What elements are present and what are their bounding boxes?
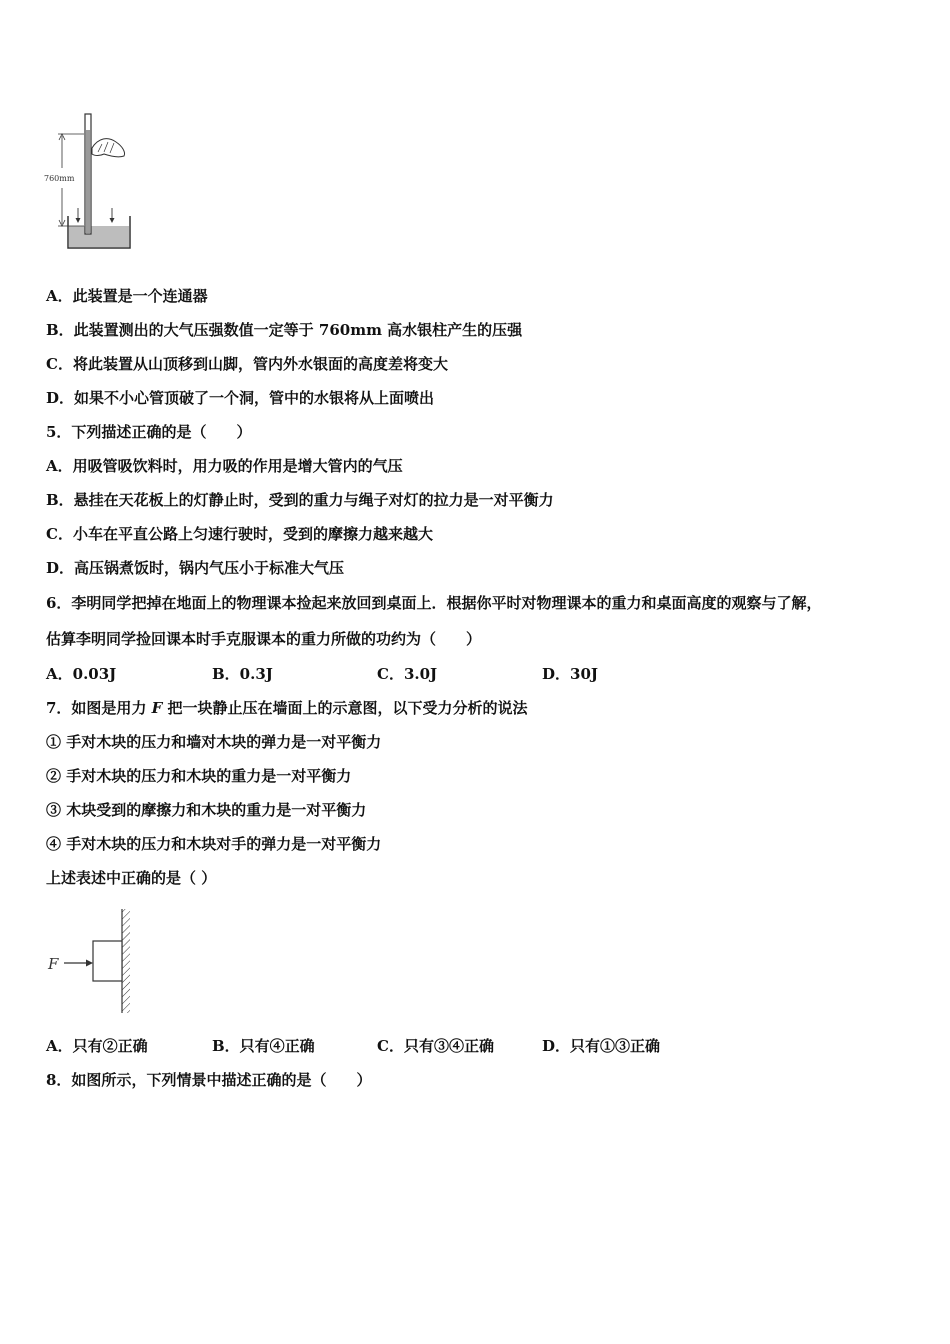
q4-option-c: C．将此装置从山顶移到山脚，管内外水银面的高度差将变大 [46, 355, 448, 373]
q6-option-d: D．30J [542, 665, 598, 683]
q4-option-b: B．此装置测出的大气压强数值一定等于 760mm 高水银柱产生的压强 [46, 321, 523, 339]
q4-option-a: A．此装置是一个连通器 [46, 287, 208, 305]
q7-stem-variable: F [151, 699, 163, 717]
q7-statement-1: ① 手对木块的压力和墙对木块的弹力是一对平衡力 [46, 733, 382, 751]
q7-option-c: C．只有③④正确 [377, 1037, 494, 1055]
q7-stem-prefix: 7．如图是用力 [46, 699, 152, 717]
q5-stem: 5．下列描述正确的是（ ） [46, 423, 252, 441]
q6-stem-line2: 估算李明同学捡回课本时手克服课本的重力所做的功约为（ ） [46, 630, 482, 648]
q6-option-c: C．3.0J [377, 665, 438, 683]
dimension-label: 760mm [44, 174, 75, 183]
q6-option-a: A．0.03J [46, 665, 117, 683]
wall-block-figure [44, 905, 144, 1017]
force-label: F [48, 955, 59, 973]
q6-option-b: B．0.3J [212, 665, 273, 683]
q7-statement-2: ② 手对木块的压力和木块的重力是一对平衡力 [46, 767, 352, 785]
wall-block-icon [44, 905, 144, 1017]
q7-option-a: A．只有②正确 [46, 1037, 148, 1055]
q5-option-a: A．用吸管吸饮料时，用力吸的作用是增大管内的气压 [46, 457, 403, 475]
q5-option-c: C．小车在平直公路上匀速行驶时，受到的摩擦力越来越大 [46, 525, 433, 543]
q4-option-d: D．如果不小心管顶破了一个洞，管中的水银将从上面喷出 [46, 389, 435, 407]
q7-option-d: D．只有①③正确 [542, 1037, 661, 1055]
q5-option-d: D．高压锅煮饭时，锅内气压小于标准大气压 [46, 559, 345, 577]
q7-stem-suffix: 把一块静止压在墙面上的示意图，以下受力分析的说法 [162, 699, 528, 717]
q7-question: 上述表述中正确的是（ ） [46, 869, 217, 887]
q7-option-b: B．只有④正确 [212, 1037, 315, 1055]
q7-stem [46, 698, 528, 718]
q7-statement-3: ③ 木块受到的摩擦力和木块的重力是一对平衡力 [46, 801, 367, 819]
q5-option-b: B．悬挂在天花板上的灯静止时，受到的重力与绳子对灯的拉力是一对平衡力 [46, 491, 554, 509]
q6-stem-line1: 6．李明同学把掉在地面上的物理课本捡起来放回到桌面上．根据你平时对物理课本的重力和桌面高度的观察与了解， [46, 594, 822, 612]
barometer-tube-icon [40, 108, 140, 258]
q7-statement-4: ④ 手对木块的压力和木块对手的弹力是一对平衡力 [46, 835, 382, 853]
q8-stem: 8．如图所示，下列情景中描述正确的是（ ） [46, 1071, 372, 1089]
barometer-figure [40, 108, 140, 258]
